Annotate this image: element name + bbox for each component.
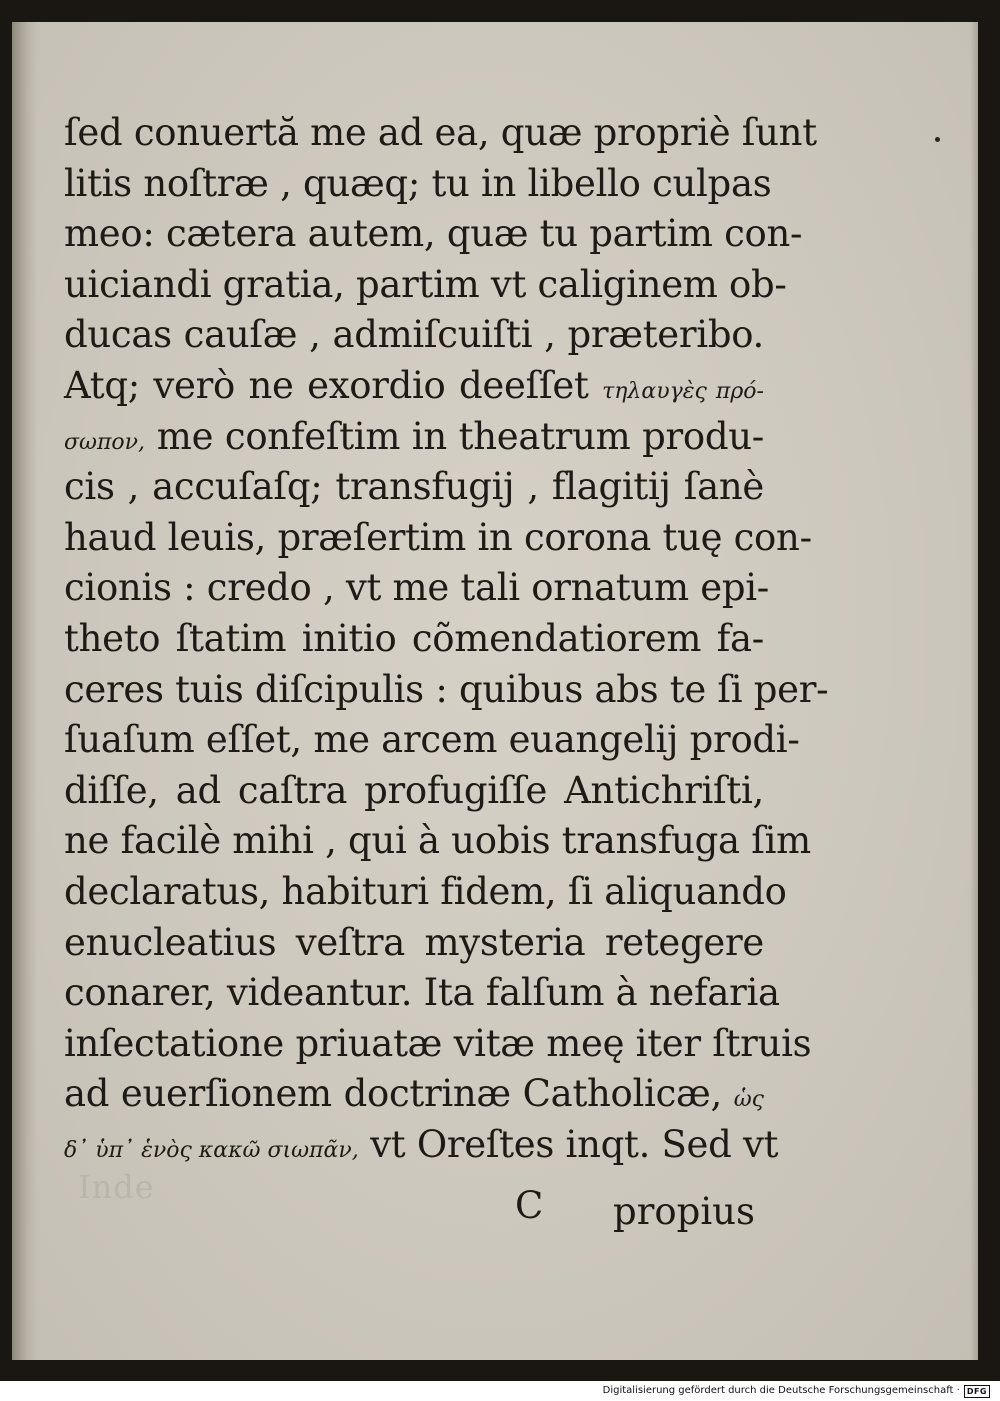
text-line: ſed conuertă me ad ea, quæ propriè ſunt xyxy=(64,111,817,154)
text-segment: vt Oreſtes inqt. Sed vt xyxy=(370,1122,779,1166)
text-line: meo: cætera autem, quæ tu partim con- xyxy=(64,212,803,256)
signature-mark: C xyxy=(515,1184,544,1227)
credit-text: Digitalisierung gefördert durch die Deutsche Forschungsgemeinschaft · xyxy=(602,1385,960,1396)
text-line: cis , accuſaſq; transfugij , flagitij ſanè xyxy=(64,465,764,509)
text-line: ceres tuis diſcipulis : quibus abs te ſi per- xyxy=(64,667,829,711)
catchword: propius xyxy=(613,1190,755,1233)
text-line: cionis : credo , vt me tali ornatum epi- xyxy=(64,566,769,610)
text-line: diſſe, ad caſtra profugiſſe Antichriſti, xyxy=(64,768,764,812)
text-segment: Atq; verò ne exordio deeſſet xyxy=(64,363,589,407)
greek-phrase: ὡς xyxy=(733,1087,764,1113)
text-line: ne facilè mihi , qui à uobis transfuga ſim xyxy=(64,819,811,863)
text-line: conarer, videantur. Ita falſum à nefaria xyxy=(64,971,780,1015)
page-footer xyxy=(115,1184,755,1234)
text-line-with-greek xyxy=(64,361,764,412)
text-line: ſuaſum eſſet, me arcem euangelij prodi- xyxy=(64,718,800,762)
text-segment: ad euerſionem doctrinæ Catholicæ, xyxy=(64,1072,722,1116)
text-line: enucleatius veſtra mysteria retegere xyxy=(64,920,764,964)
text-line: theto ſtatim initio cõmendatiorem fa- xyxy=(64,616,764,660)
greek-phrase: τηλαυγὲς πρό- xyxy=(602,378,764,404)
digitization-credit xyxy=(603,1384,990,1398)
text-segment: me confeſtim in theatrum produ- xyxy=(156,414,764,458)
greek-phrase: δ᾽ ὑπ᾽ ἑνὸς κακῶ σιωπᾶν, xyxy=(64,1137,359,1163)
text-line: litis noſtræ , quæq; tu in libello culpas xyxy=(64,161,772,205)
text-line-with-greek xyxy=(64,412,764,463)
ink-speck xyxy=(935,137,940,142)
text-line: inſectatione priuatæ vitæ meę iter ſtruis xyxy=(64,1021,812,1065)
show-through-text: Inde xyxy=(78,1168,155,1206)
dfg-logo-icon: DFG xyxy=(964,1385,990,1398)
text-line-with-greek xyxy=(64,1069,764,1120)
text-line: declaratus, habituri fidem, ſi aliquando xyxy=(64,869,787,913)
text-line-with-greek xyxy=(64,1120,779,1171)
page-text xyxy=(64,108,829,1170)
text-line: ducas cauſæ , admiſcuiſti , præteribo. xyxy=(64,313,764,357)
greek-phrase: σωπον, xyxy=(64,429,146,455)
text-line: uiciandi gratia, partim vt caliginem ob- xyxy=(64,262,787,306)
text-line: haud leuis, præſertim in corona tuę con- xyxy=(64,515,812,559)
